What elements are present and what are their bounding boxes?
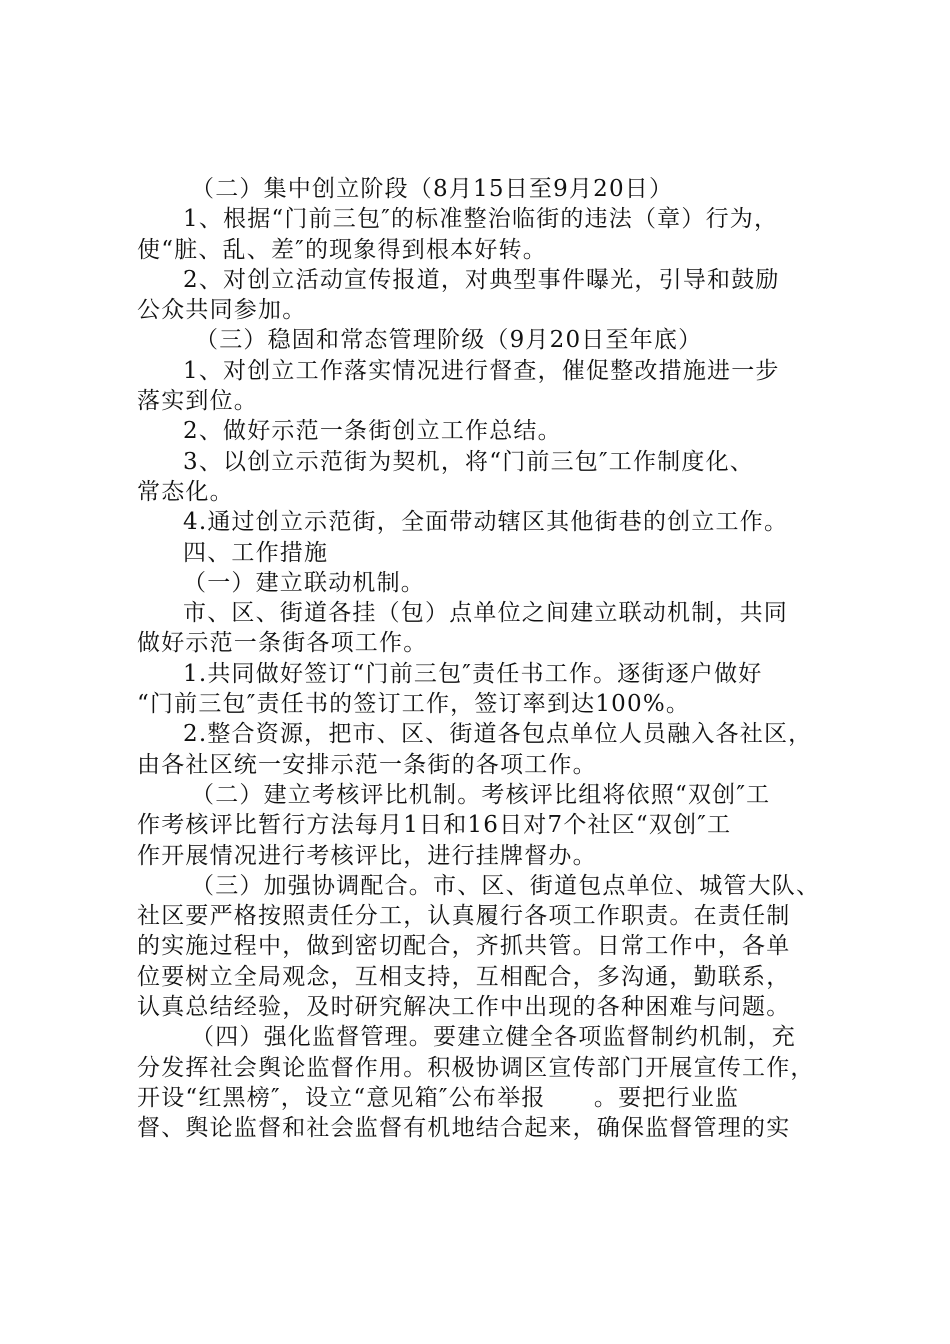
paragraph-line: 社区要严格按照责任分工，认真履行各项工作职责。在责任制 [137,903,791,930]
paragraph-line: 落实到位。 [137,388,258,415]
paragraph-line: 3、以创立示范街为契机，将“门前三包″工作制度化、 [183,448,754,475]
section-heading: 四、工作措施 [183,539,329,566]
paragraph-line: 开设“红黑榜″，设立“意见箱″公布举报 。要把行业监 [137,1084,740,1111]
paragraph-line: 市、区、街道各挂（包）点单位之间建立联动机制，共同 [183,600,788,627]
paragraph-line: 由各社区统一安排示范一条街的各项工作。 [137,751,597,778]
subsection-heading: （一）建立联动机制。 [183,569,425,596]
paragraph-line: 2、做好示范一条街创立工作总结。 [183,418,562,445]
section-heading: （三）稳固和常态管理阶级（9月20日至年底） [195,327,703,354]
paragraph-line: 2、对创立活动宣传报道，对典型事件曝光，引导和鼓励 [183,266,780,293]
paragraph-line: 1.共同做好签订“门前三包″责任书工作。逐街逐户做好 [183,660,763,687]
paragraph-line: （四）强化监督管理。要建立健全各项监督制约机制，充 [191,1024,796,1051]
paragraph-line: （二）建立考核评比机制。考核评比组将依照“双创″工 [191,781,771,808]
paragraph-line: 1、根据“门前三包″的标准整治临街的违法（章）行为， [183,206,779,233]
paragraph-line: 认真总结经验，及时研究解决工作中出现的各种困难与问题。 [137,994,791,1021]
paragraph-line: 督、舆论监督和社会监督有机地结合起来，确保监督管理的实 [137,1115,791,1142]
document-body [137,174,827,1144]
paragraph-line: “门前三包″责任书的签订工作，签订率到达100%。 [137,691,691,718]
paragraph-line: 1、对创立工作落实情况进行督查，催促整改措施进一步 [183,357,780,384]
paragraph-line: 做好示范一条街各项工作。 [137,630,428,657]
paragraph-line: 常态化。 [137,478,234,505]
paragraph-line: 分发挥社会舆论监督作用。积极协调区宣传部门开展宣传工作， [137,1054,815,1081]
paragraph-line: 作考核评比暂行方法每月1日和16日对7个社区“双创″工 [137,812,732,839]
paragraph-line: （三）加强协调配合。市、区、街道包点单位、城管大队、 [191,872,821,899]
paragraph-line: 公众共同参加。 [137,297,307,324]
paragraph-line: 使“脏、乱、差″的现象得到根本好转。 [137,236,547,263]
paragraph-line: 位要树立全局观念，互相支持，互相配合，多沟通，勤联系， [137,963,791,990]
paragraph-line: 作开展情况进行考核评比，进行挂牌督办。 [137,842,597,869]
section-heading: （二）集中创立阶段（8月15日至9月20日） [191,176,674,202]
paragraph-line: 2.整合资源，把市、区、街道各包点单位人员融入各社区， [183,721,813,748]
paragraph-line: 4.通过创立示范街，全面带动辖区其他街巷的创立工作。 [183,509,789,536]
paragraph-line: 的实施过程中，做到密切配合，齐抓共管。日常工作中，各单 [137,933,791,960]
